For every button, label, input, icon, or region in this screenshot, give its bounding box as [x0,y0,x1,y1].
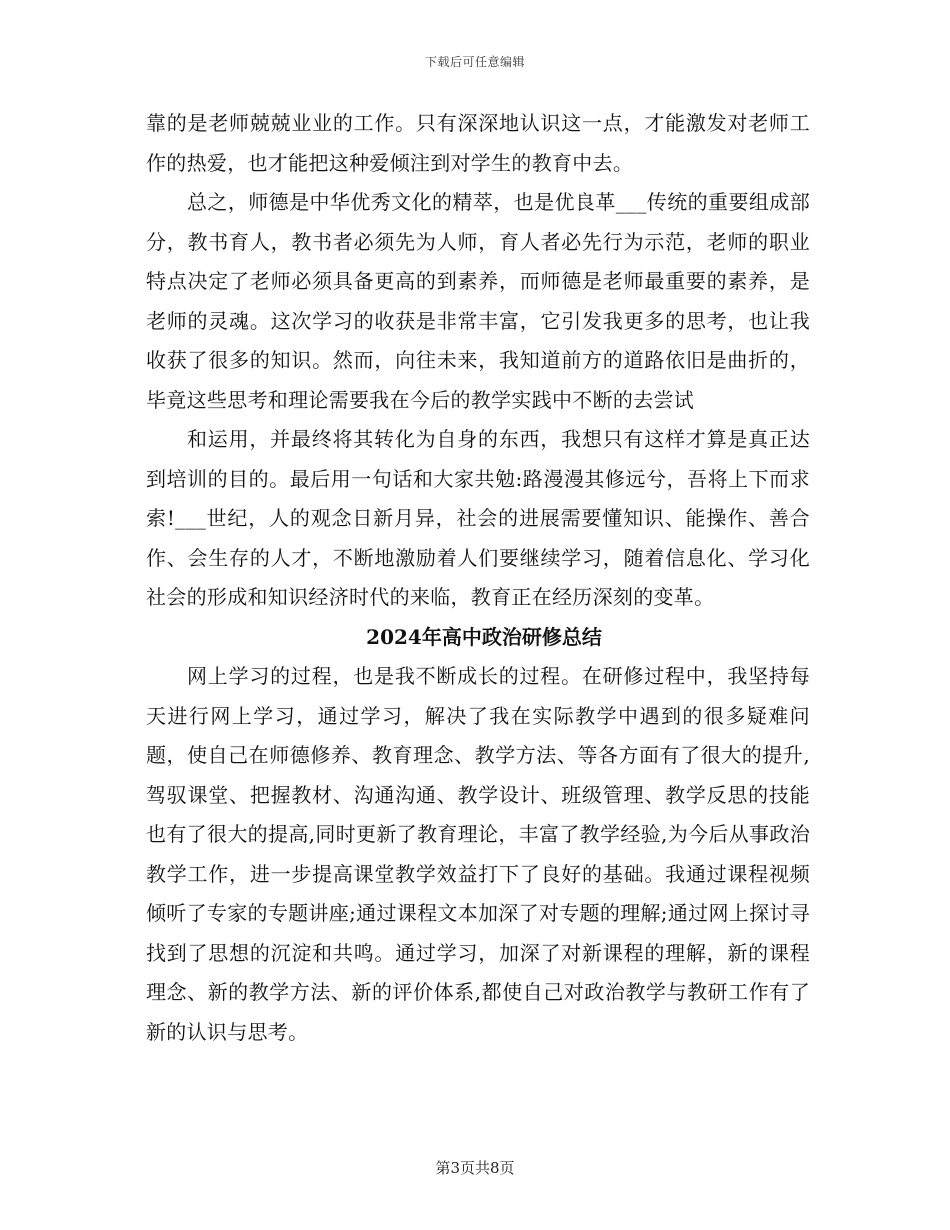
page-number: 第3页共8页 [435,1159,515,1177]
section-title: 2024年高中政治研修总结 [366,624,602,649]
page-header-note: 下载后可任意编辑 [424,55,525,69]
paragraph-closing: 和运用，并最终将其转化为自身的东西，我想只有这样才算是真正达到培训的目的。最后用一句话和大家共勉:路漫漫其修远兮，吾将上下而求索!___世纪，人的观念日新月异，社会的进展需要懂知识、能操作、善合作、会生存的人才，不断地激励着人们要继续学习，随着信息化、学习化社会的形成和知识经济时代的来临，教育正在经历深刻的变革。 [146,427,810,609]
document-body [146,104,810,1052]
paragraph-summary: 总之，师德是中华优秀文化的精萃，也是优良革___传统的重要组成部分，教书育人，教书者必须先为人师，育人者必先行为示范，老师的职业特点决定了老师必须具备更高的到素养，而师德是老师最重要的素养，是老师的灵魂。这次学习的收获是非常丰富，它引发我更多的思考，也让我收获了很多的知识。然而，向往未来，我知道前方的道路依旧是曲折的，毕竟这些思考和理论需要我在今后的教学实践中不断的去尝试 [146,190,810,412]
paragraph-continuation: 靠的是老师兢兢业业的工作。只有深深地认识这一点，才能激发对老师工作的热爱，也才能把这种爱倾注到对学生的教育中去。 [146,111,810,175]
paragraph-online-learning: 网上学习的过程，也是我不断成长的过程。在研修过程中，我坚持每天进行网上学习，通过学习，解决了我在实际教学中遇到的很多疑难问题，使自己在师德修养、教育理念、教学方法、等各方面有了很大的提升,驾驭课堂、把握教材、沟通沟通、教学设计、班级管理、教学反思的技能也有了很大的提高,同时更新了教育理论，丰富了教学经验,为今后从事政治教学工作，进一步提高课堂教学效益打下了良好的基础。我通过课程视频倾听了专家的专题讲座;通过课程文本加深了对专题的理解;通过网上探讨寻找到了思想的沉淀和共鸣。通过学习，加深了对新课程的理解，新的课程理念、新的教学方法、新的评价体系,都使自己对政治教学与教研工作有了新的认识与思考。 [146,664,810,1044]
